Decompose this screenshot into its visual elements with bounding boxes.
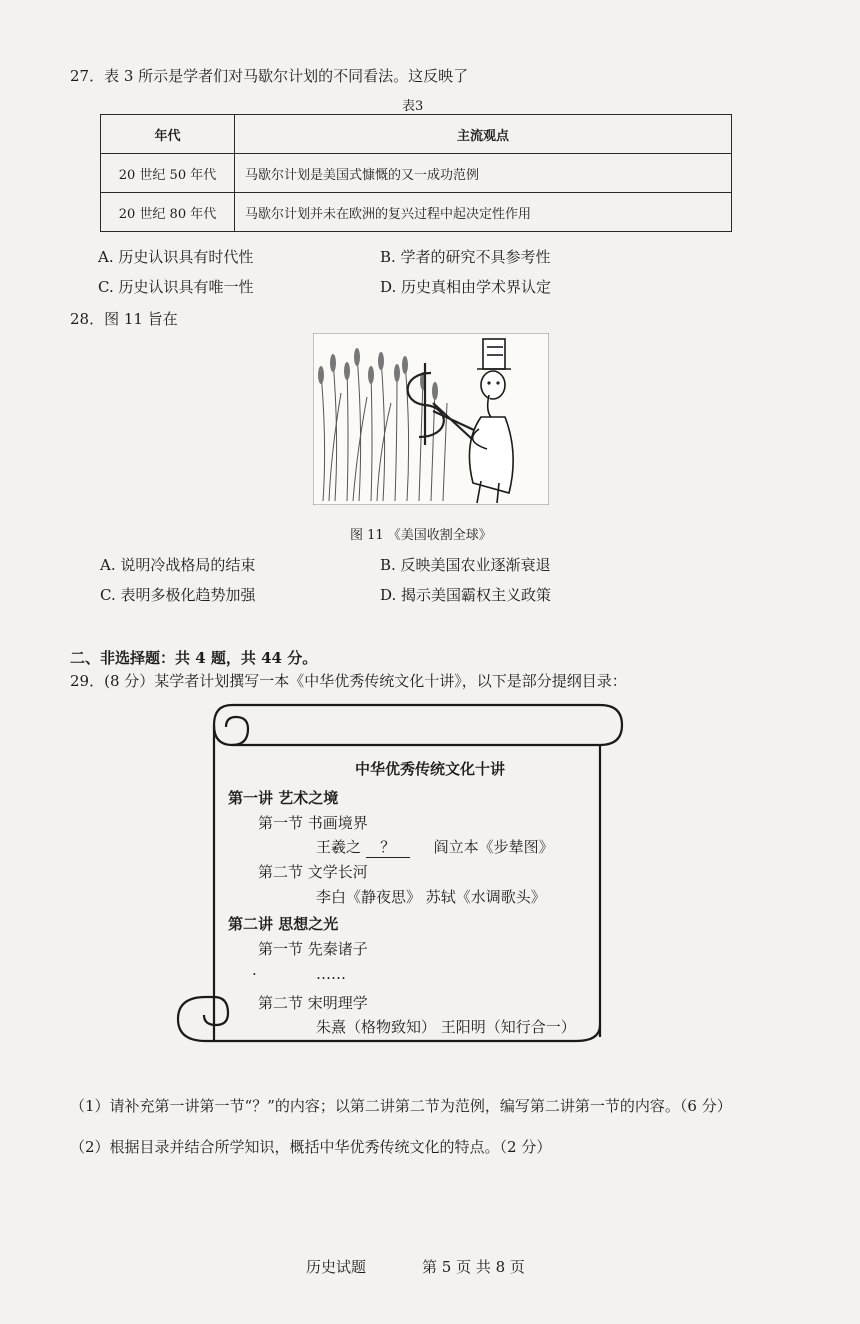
- q28-option-c: C. 表明多极化趋势加强: [100, 586, 256, 604]
- q28-stem: 28．图 11 旨在: [70, 310, 178, 328]
- q28-option-d: D. 揭示美国霸权主义政策: [380, 586, 552, 604]
- footer-subject: 历史试题: [306, 1258, 367, 1276]
- l2s1-ellipsis: ……: [316, 965, 346, 983]
- q29-sub-question-2: （2）根据目录并结合所学知识，概括中华优秀传统文化的特点。（2 分）: [70, 1138, 552, 1156]
- row-era: 20 世纪 50 年代: [101, 154, 235, 193]
- q29-sub-question-1: （1）请补充第一讲第一节“？”的内容；以第二讲第二节为范例，编写第二讲第一节的内容。（6 分）: [70, 1097, 732, 1115]
- scroll-outline: [170, 697, 630, 1071]
- table3-caption: 表3: [402, 99, 424, 114]
- lecture-2-section-2: 第二节 宋明理学: [258, 994, 368, 1012]
- table-header-row: [101, 115, 732, 154]
- header-view: 主流观点: [235, 115, 732, 154]
- l1s1-blank: ？: [366, 837, 410, 858]
- row-view: 马歇尔计划是美国式慷慨的又一成功范例: [235, 154, 732, 193]
- lecture-2-section-1: 第一节 先秦诸子: [258, 940, 368, 958]
- l1s1-item-b: 阎立本《步辇图》: [433, 838, 554, 856]
- q27-stem: 27．表 3 所示是学者们对马歇尔计划的不同看法。这反映了: [70, 67, 469, 85]
- q27-option-b: B. 学者的研究不具参考性: [380, 248, 551, 266]
- l1s2-content: 李白《静夜思》 苏轼《水调歌头》: [316, 888, 546, 906]
- header-era: 年代: [101, 115, 235, 154]
- l1s1-line: [316, 837, 554, 858]
- figure11-caption: 图 11 《美国收割全球》: [350, 528, 492, 543]
- lecture-1-title: 第一讲 艺术之境: [228, 789, 339, 807]
- scroll-title: 中华优秀传统文化十讲: [354, 760, 505, 778]
- lecture-1-section-1: 第一节 书画境界: [258, 814, 368, 832]
- q27-option-c: C. 历史认识具有唯一性: [98, 278, 254, 296]
- table-row: [101, 193, 732, 232]
- section-two-title: 二、非选择题：共 4 题，共 44 分。: [70, 649, 318, 667]
- q28-option-a: A. 说明冷战格局的结束: [100, 556, 256, 574]
- l2s2-content: 朱熹（格物致知） 王阳明（知行合一）: [316, 1018, 576, 1036]
- q28-option-b: B. 反映美国农业逐渐衰退: [380, 556, 551, 574]
- l2s1-dot: ·: [252, 965, 257, 983]
- q29-stem: 29．(8 分）某学者计划撰写一本《中华优秀传统文化十讲》，以下是部分提纲目录：: [70, 672, 627, 690]
- q27-option-a: A. 历史认识具有时代性: [98, 248, 254, 266]
- row-view: 马歇尔计划并未在欧洲的复兴过程中起决定性作用: [235, 193, 732, 232]
- footer-page-number: 第 5 页 共 8 页: [422, 1258, 525, 1276]
- table-row: [101, 154, 732, 193]
- lecture-2-title: 第二讲 思想之光: [228, 915, 339, 933]
- q27-option-d: D. 历史真相由学术界认定: [380, 278, 552, 296]
- cartoon-us-harvest: [313, 333, 549, 505]
- lecture-1-section-2: 第二节 文学长河: [258, 863, 368, 881]
- row-era: 20 世纪 80 年代: [101, 193, 235, 232]
- l1s1-item-a: 王羲之: [316, 838, 362, 856]
- table-3: [100, 114, 732, 232]
